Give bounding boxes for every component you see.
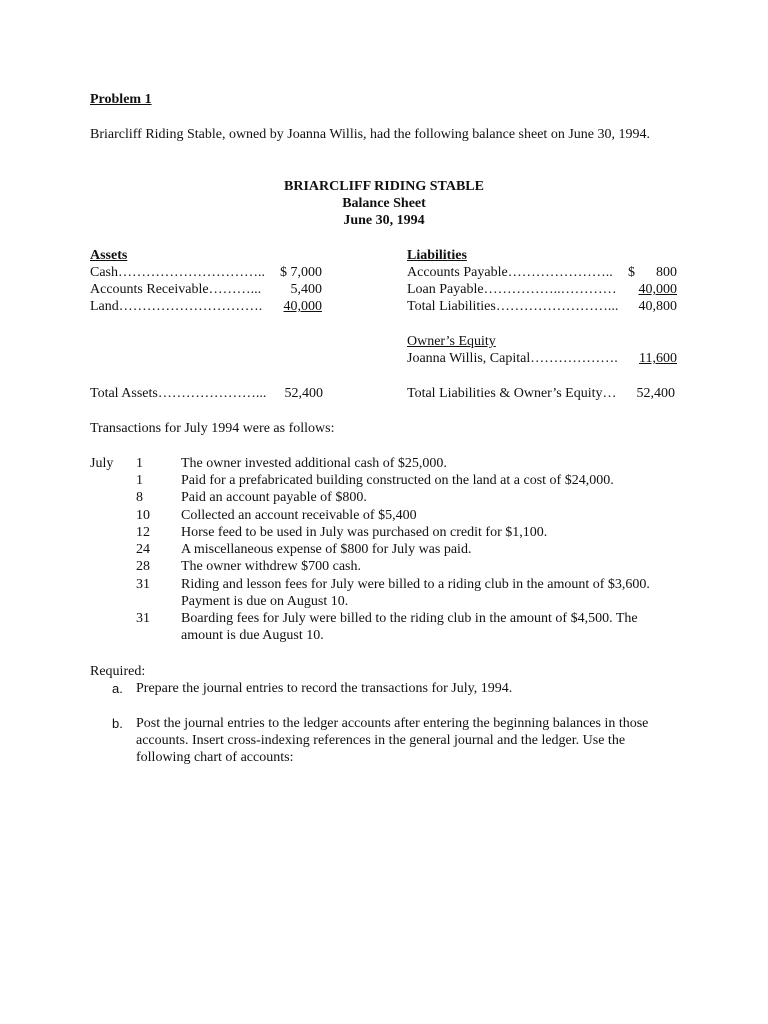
requirement-text: Post the journal entries to the ledger accounts after entering the beginning balances in those accounts. Insert cross-indexing references in the general journal and the ledger. Use the following chart of accounts:	[136, 716, 649, 765]
liability-row-accounts-payable	[407, 264, 677, 281]
asset-label: Cash…………………………..	[90, 265, 265, 280]
transaction-day: 31	[136, 577, 150, 592]
transaction-text: Paid an account payable of $800.	[181, 490, 367, 505]
equity-heading: Owner’s Equity	[407, 334, 496, 349]
transaction-day: 8	[136, 490, 143, 505]
liability-row-loan-payable	[407, 281, 677, 298]
total-liab-equity-label: Total Liabilities & Owner’s Equity…	[407, 386, 617, 401]
company-name: BRIARCLIFF RIDING STABLE	[284, 179, 484, 194]
asset-amount: 5,400	[290, 282, 322, 297]
total-liab-equity-row	[407, 385, 675, 402]
asset-amount: $ 7,000	[280, 265, 322, 280]
problem-title: Problem 1	[90, 92, 152, 107]
transaction-text: Paid for a prefabricated building constructed on the land at a cost of $24,000.	[181, 473, 614, 488]
transaction-text: The owner invested additional cash of $25,000.	[181, 456, 447, 471]
liability-amount: 40,000	[638, 282, 677, 297]
transaction-text: The owner withdrew $700 cash.	[181, 559, 362, 574]
liability-amount: $ 800	[628, 265, 677, 280]
liability-row-total-liabilities	[407, 298, 677, 315]
transactions-intro: Transactions for July 1994 were as follows:	[90, 421, 335, 436]
asset-amount: 40,000	[283, 299, 322, 314]
statement-name: Balance Sheet	[342, 196, 426, 211]
liability-label: Loan Payable……………..…………	[407, 282, 617, 297]
transaction-day: 12	[136, 525, 150, 540]
equity-label: Joanna Willis, Capital……………….	[407, 351, 618, 366]
liability-label: Total Liabilities……………………...	[407, 299, 619, 314]
liabilities-heading: Liabilities	[407, 248, 467, 263]
asset-row-cash	[90, 264, 322, 281]
transaction-day: 28	[136, 559, 150, 574]
asset-row-accounts-receivable	[90, 281, 322, 298]
total-assets-row	[90, 385, 323, 402]
transaction-text: Boarding fees for July were billed to the riding club in the amount of $4,500. The amount is due August 10.	[181, 611, 638, 643]
liability-label: Accounts Payable…………………..	[407, 265, 613, 280]
transaction-day: 24	[136, 542, 150, 557]
asset-label: Accounts Receivable………...	[90, 282, 262, 297]
required-label: Required:	[90, 664, 146, 679]
requirement-letter: b.	[112, 716, 123, 731]
assets-heading: Assets	[90, 248, 128, 263]
asset-row-land	[90, 298, 322, 315]
intro-paragraph: Briarcliff Riding Stable, owned by Joanna Willis, had the following balance sheet on June 30, 1994.	[90, 127, 650, 142]
transaction-day: 10	[136, 508, 150, 523]
transaction-text: Horse feed to be used in July was purchased on credit for $1,100.	[181, 525, 548, 540]
equity-row-capital	[407, 350, 677, 367]
transaction-day: 1	[136, 473, 143, 488]
requirement-letter: a.	[112, 681, 123, 696]
transaction-text: A miscellaneous expense of $800 for July was paid.	[181, 542, 472, 557]
transaction-day: 1	[136, 456, 143, 471]
equity-amount: 11,600	[639, 351, 677, 366]
liability-amount: 40,800	[638, 299, 677, 314]
transaction-day: 31	[136, 611, 150, 626]
total-assets-amount: 52,400	[284, 386, 323, 401]
total-assets-label: Total Assets…………………...	[90, 386, 267, 401]
requirement-text: Prepare the journal entries to record the transactions for July, 1994.	[136, 681, 513, 696]
month-label: July	[90, 456, 114, 471]
statement-date: June 30, 1994	[343, 213, 425, 228]
transaction-text: Riding and lesson fees for July were billed to a riding club in the amount of $3,600. Payment is due on August 10.	[181, 577, 650, 609]
asset-label: Land………………………….	[90, 299, 263, 314]
transaction-text: Collected an account receivable of $5,400	[181, 508, 417, 523]
total-liab-equity-amount: 52,400	[636, 386, 675, 401]
